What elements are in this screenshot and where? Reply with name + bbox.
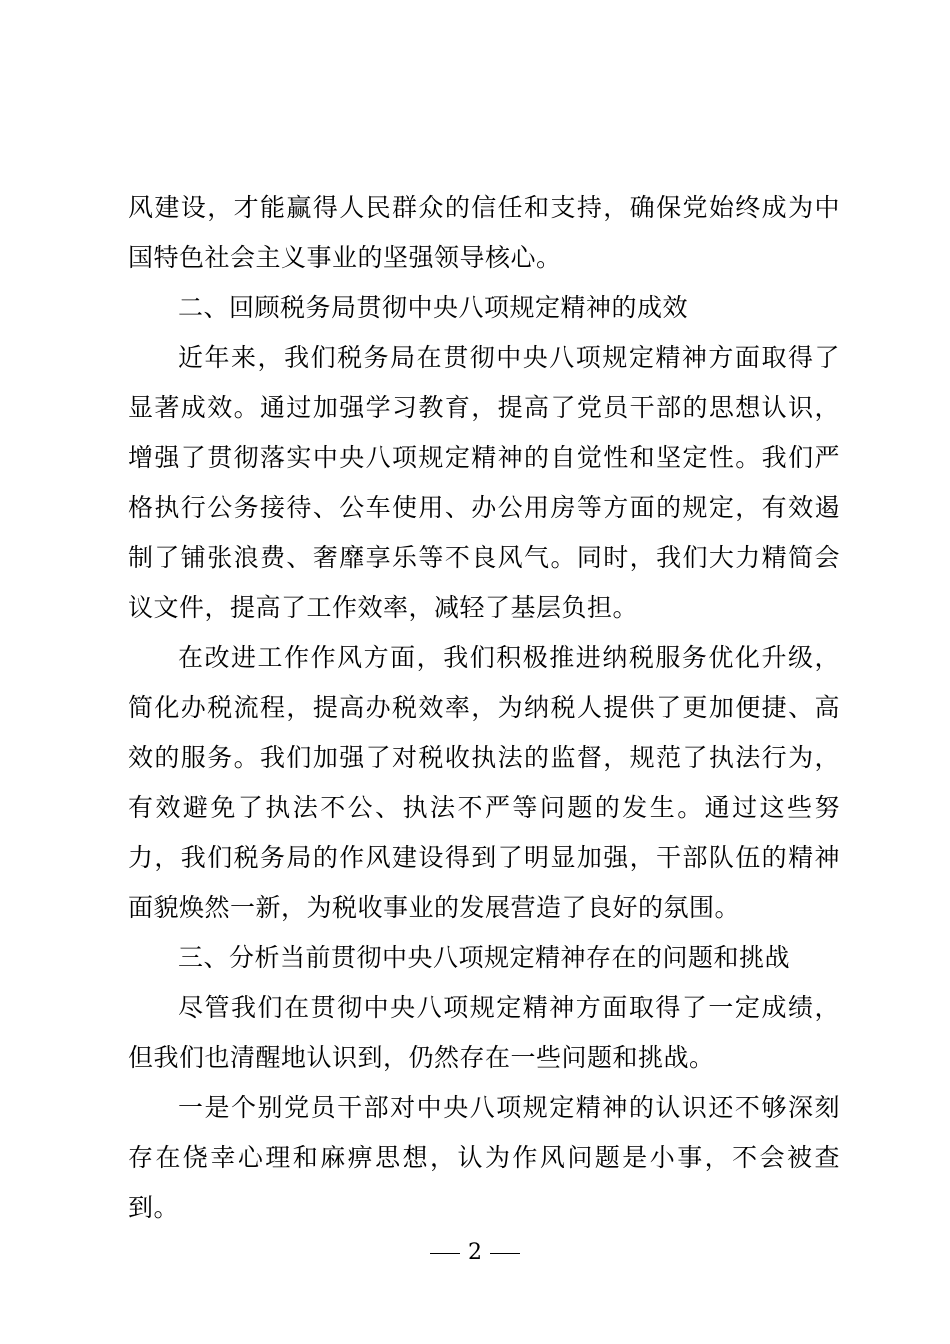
paragraph-achievements: 近年来，我们税务局在贯彻中央八项规定精神方面取得了显著成效。通过加强学习教育，提高了党员干部的思想认识，增强了贯彻落实中央八项规定精神的自觉性和坚定性。我们严格执行公务接待、公车使用、办公用房等方面的规定，有效遏制了铺张浪费、奢靡享乐等不良风气。同时，我们大力精简会议文件，提高了工作效率，减轻了基层负担。 [128, 343, 840, 622]
section-heading-3: 三、分析当前贯彻中央八项规定精神存在的问题和挑战 [178, 943, 791, 972]
page-number: 2 [468, 1240, 482, 1265]
section-heading-2: 二、回顾税务局贯彻中央八项规定精神的成效 [178, 293, 689, 322]
paragraph-problems-intro: 尽管我们在贯彻中央八项规定精神方面取得了一定成绩，但我们也清醒地认识到，仍然存在一些问题和挑战。 [128, 993, 840, 1072]
document-body [128, 183, 840, 1233]
page-footer [0, 1238, 950, 1268]
paragraph-work-style: 在改进工作作风方面，我们积极推进纳税服务优化升级，简化办税流程，提高办税效率，为纳税人提供了更加便捷、高效的服务。我们加强了对税收执法的监督，规范了执法行为，有效避免了执法不公、执法不严等问题的发生。通过这些努力，我们税务局的作风建设得到了明显加强，干部队伍的精神面貌焕然一新，为税收事业的发展营造了良好的氛围。 [128, 643, 840, 922]
footer-dash-left [430, 1253, 460, 1254]
paragraph-continuation: 风建设，才能赢得人民群众的信任和支持，确保党始终成为中国特色社会主义事业的坚强领导核心。 [128, 193, 840, 272]
footer-dash-right [490, 1253, 520, 1254]
paragraph-problem-one: 一是个别党员干部对中央八项规定精神的认识还不够深刻存在侥幸心理和麻痹思想，认为作风问题是小事，不会被查到。 [128, 1093, 840, 1222]
